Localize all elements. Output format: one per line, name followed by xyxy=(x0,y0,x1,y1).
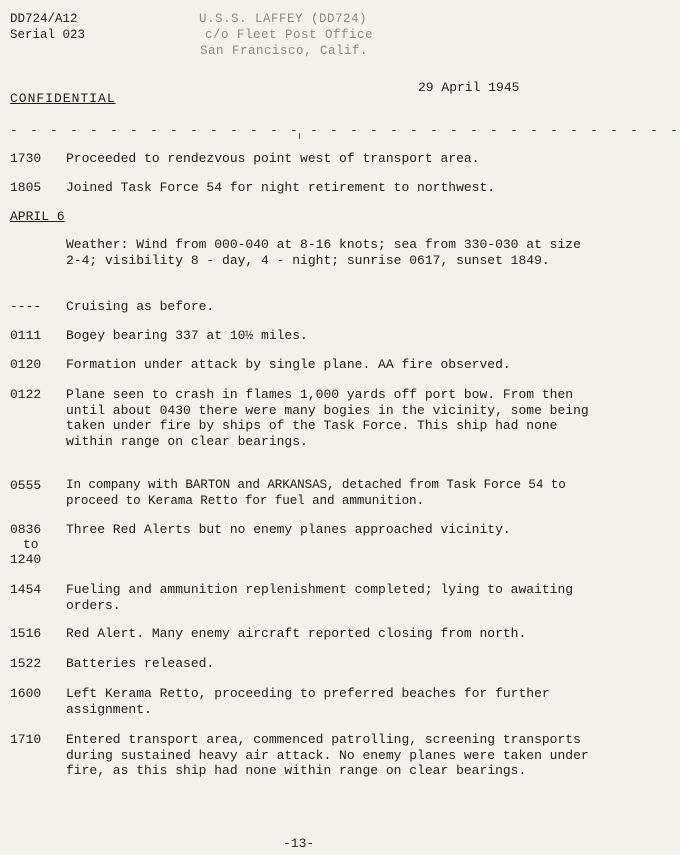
entry-time-to: to xyxy=(23,537,39,552)
entry-time: 1454 xyxy=(10,582,42,597)
separator-line: - - - - - - - - - - - - - - - - - - - - - - - - - - - - - - - - - - xyxy=(10,123,680,138)
classification-label: CONFIDENTIAL xyxy=(10,91,116,106)
city-stamp: San Francisco, Calif. xyxy=(200,44,369,58)
entry-time: 1710 xyxy=(10,732,42,747)
entry-time: 0120 xyxy=(10,357,42,372)
page-number: -13- xyxy=(283,836,315,851)
entry-text: In company with BARTON and ARKANSAS, detached from Task Force 54 to proceed to Kerama Retto for fuel and ammunition. xyxy=(66,478,566,508)
entry-time: 0555 xyxy=(10,478,42,493)
entry-text: Bogey bearing 337 at 10½ miles. xyxy=(66,328,308,343)
entry-text: Proceeded to rendezvous point west of transport area. xyxy=(66,151,480,166)
section-heading: APRIL 6 xyxy=(10,209,65,224)
entry-time: 1805 xyxy=(10,180,42,195)
entry-time: 0836 xyxy=(10,522,42,537)
file-reference: DD724/A12 xyxy=(10,12,78,26)
document-date: 29 April 1945 xyxy=(418,80,520,95)
weather-paragraph: Weather: Wind from 000-040 at 8-16 knots; sea from 330-030 at size 2-4; visibility 8 - day, 4 - night; sunrise 0617, sunset 1849. xyxy=(66,237,581,268)
entry-time: 1600 xyxy=(10,686,42,701)
entry-text: Formation under attack by single plane. AA fire observed. xyxy=(66,357,511,372)
entry-time: 1516 xyxy=(10,626,42,641)
entry-text: Joined Task Force 54 for night retirement to northwest. xyxy=(66,180,496,195)
serial-number: Serial 023 xyxy=(10,28,86,42)
entry-text: Cruising as before. xyxy=(66,299,215,314)
entry-time: ---- xyxy=(10,299,42,314)
entry-time: 1522 xyxy=(10,656,42,671)
ship-stamp: U.S.S. LAFFEY (DD724) xyxy=(199,12,368,26)
entry-time-end: 1240 xyxy=(10,552,42,567)
entry-text: Plane seen to crash in flames 1,000 yards off port bow. From then until about 0430 there were many bogies in the vicinity, some being taken under fire by ships of the Task Force. This ship had none within range on clear bearings. xyxy=(66,387,589,449)
entry-text: Left Kerama Retto, proceeding to preferred beaches for further assignment. xyxy=(66,686,550,717)
entry-text: Red Alert. Many enemy aircraft reported closing from north. xyxy=(66,626,527,641)
entry-time: 0122 xyxy=(10,387,42,402)
entry-text: Three Red Alerts but no enemy planes approached vicinity. xyxy=(66,522,511,537)
entry-text: Batteries released. xyxy=(66,656,215,671)
entry-text: Entered transport area, commenced patrolling, screening transports during sustained heavy air attack. No enemy planes were taken under fire, as this ship had none within range on clear bearings. xyxy=(66,732,589,778)
entry-time: 1730 xyxy=(10,151,42,166)
entry-text: Fueling and ammunition replenishment completed; lying to awaiting orders. xyxy=(66,582,574,613)
entry-time: 0111 xyxy=(10,328,42,343)
fpo-stamp: c/o Fleet Post Office xyxy=(205,28,374,42)
